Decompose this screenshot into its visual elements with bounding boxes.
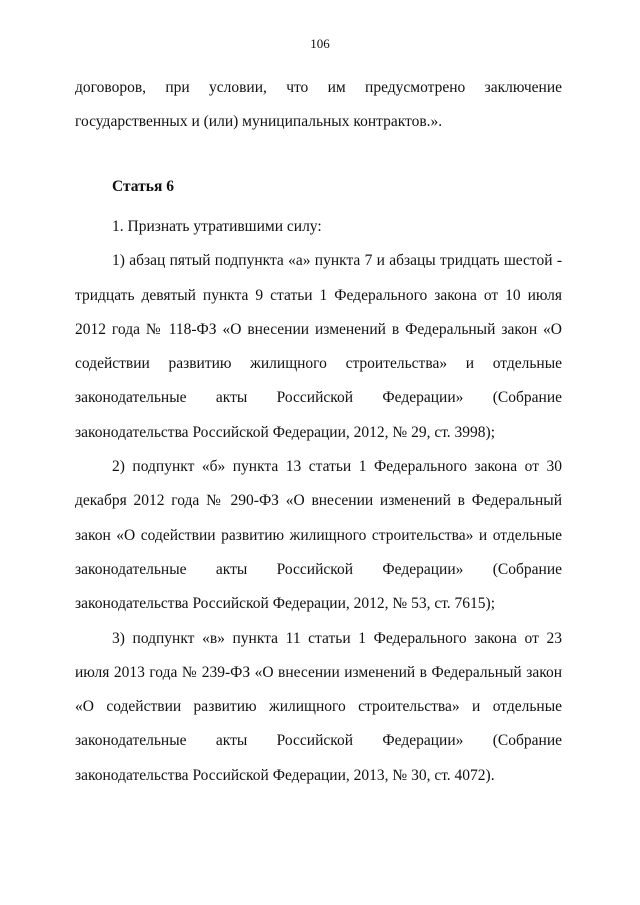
article-item-2: 2) подпункт «б» пункта 13 статьи 1 Федерального закона от 30 декабря 2012 года № 290-ФЗ «О внесении изменений в Федеральный закон «О содействии развитию жилищного строительства» и отдельные законодательные акты Российской Федерации» (Собрание законодательства Российской Федерации, 2012, № 53, ст. 7615); — [75, 458, 562, 613]
article-heading: Статья 6 — [112, 178, 174, 195]
page-number: 106 — [310, 36, 330, 51]
article-item-1: 1) абзац пятый подпункта «а» пункта 7 и абзацы тридцать шестой - тридцать девятый пункта 9 статьи 1 Федерального закона от 10 июля 2012 года № 118-ФЗ «О внесении изменений в Федеральный закон «О содействии развитию жилищного строительства» и отдельные законодательные акты Российской Федерации» (Собрание законодательства Российской Федерации, 2012, № 29, ст. 3998); — [75, 252, 562, 441]
continuation-block — [75, 71, 562, 140]
article-intro: 1. Признать утратившими силу: — [112, 218, 322, 235]
article-item-3: 3) подпункт «в» пункта 11 статьи 1 Федерального закона от 23 июля 2013 года № 239-ФЗ «О внесении изменений в Федеральный закон «О содействии развитию жилищного строительства» и отдельные законодательные акты Российской Федерации» (Собрание законодательства Российской Федерации, 2013, № 30, ст. 4072). — [75, 629, 562, 784]
continuation-paragraph: договоров, при условии, что им предусмотрено заключение государственных и (или) муниципальных контрактов.». — [75, 79, 562, 131]
article-body — [75, 210, 562, 793]
